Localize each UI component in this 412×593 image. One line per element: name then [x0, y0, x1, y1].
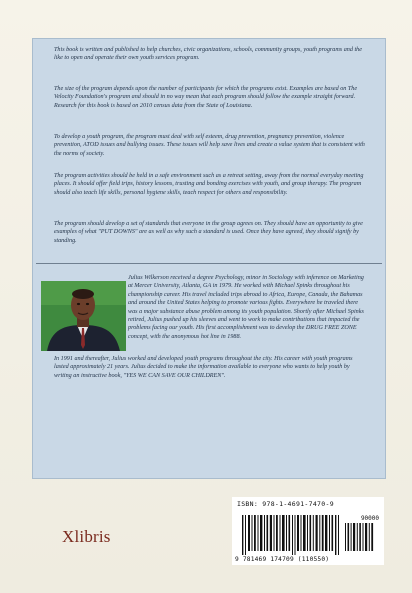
author-career-paragraph: In 1991 and thereafter, Julius worked and developed youth programs throughout the city. His career with youth programs lasted approximately 21 years. Julius decided to make the information available to everyone who wants to help youth by writing an instructive book, "YES WE CAN SAVE OUR CHILDREN".	[54, 356, 353, 379]
text-panel	[32, 38, 386, 479]
program-topics-paragraph: To develop a youth program, the program must deal with self esteem, drug prevention, pregnancy prevention, violence prevention, ATOD issues and bullying issues. These issues will help save lives and create a value system that is consistent with the norms of society.	[54, 134, 365, 157]
author-portrait-image	[41, 281, 126, 351]
author-bio-paragraph: Julius Wilkerson received a degree Psychology, minor in Sociology with inference on Marketing at Mercer University, Atlanta, GA in 1979. He worked with Michael Spinks throughout his championship career. His travel included trips abroad to Africa, Europe, Canada, the Bahamas and around the United States helping to promote various fights. Everywhere he traveled there was a major substance abuse problem among its youth population. Shortly after Michael Spinks retired, Julius pushed up his sleeves and went to work to make contributions that impacted the problems facing our youth. His first accomplishment was to develop the DRUG FREE ZONE concept, with the anonymous hot line in 1988.	[128, 275, 364, 340]
barcode	[232, 497, 384, 565]
isbn-text: ISBN: 978-1-4691-7470-9	[237, 500, 334, 508]
price-code: 90000	[360, 515, 379, 522]
author-photo	[41, 281, 126, 351]
divider	[36, 263, 382, 264]
program-size-paragraph: The size of the program depends upon the number of participants for which the programs exist. Examples are based on The Velocity Foundation's program and should in no way mean that each program should follow the example straight forward. Research for this book is based on 2010 census data from the State of Louisiana.	[54, 86, 358, 109]
barcode-bars	[238, 509, 378, 555]
program-standards-paragraph: The program should develop a set of standards that everyone in the group agrees on. They should have an opportunity to give examples of what "PUT DOWNS" are as well as why such a standard is used. Once they have agreed, they should signify by standing.	[54, 221, 363, 244]
program-activities-paragraph: The program activities should be held in a safe environment such as a retreat setting, away from the normal everyday meeting places. It should offer field trips, history lessons, trusting and bonding exercises with youth, and group therapy. The program should also teach life skills, personal hygiene skills, teach respect for others and responsibility.	[54, 173, 364, 196]
publisher-logo: Xlibris	[62, 527, 111, 546]
barcode-digits: 9 781469 174709 (110550)	[235, 556, 330, 563]
intro-paragraph: This book is written and published to help churches, civic organizations, schools, community groups, youth programs and the like to open and operate their own youth services program.	[54, 47, 362, 62]
